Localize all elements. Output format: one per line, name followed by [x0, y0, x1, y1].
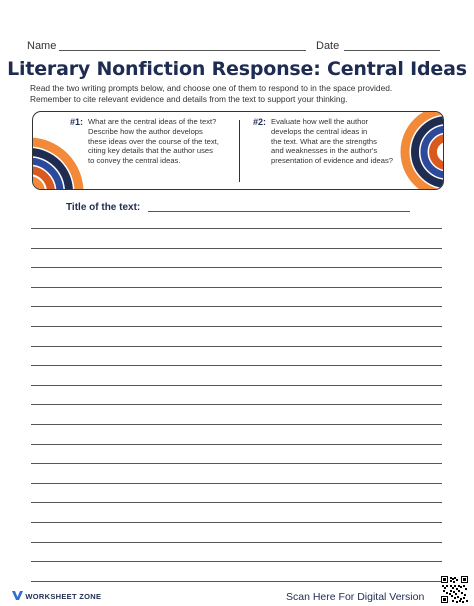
- answer-line[interactable]: [31, 228, 442, 229]
- answer-line[interactable]: [31, 522, 442, 523]
- answer-line[interactable]: [31, 346, 442, 347]
- prompt-2-number: #2:: [253, 117, 267, 127]
- answer-line[interactable]: [31, 365, 442, 366]
- instructions: [30, 83, 450, 104]
- instructions-line-2: Remember to cite relevant evidence and details from the text to support your thinking.: [30, 93, 348, 104]
- left-arc-decoration: [33, 112, 93, 189]
- answer-line[interactable]: [31, 483, 442, 484]
- qr-code-icon[interactable]: [441, 576, 468, 603]
- worksheet-zone-logo-icon: [12, 591, 23, 600]
- prompt-1-line: citing key details that the author uses: [88, 146, 213, 156]
- answer-line[interactable]: [31, 502, 442, 503]
- answer-line[interactable]: [31, 463, 442, 464]
- answer-line[interactable]: [31, 248, 442, 249]
- title-of-text-label: Title of the text:: [66, 202, 141, 213]
- prompt-1-text: [88, 117, 238, 166]
- name-field-line[interactable]: [59, 50, 306, 51]
- prompt-2-line: the text. What are the strengths: [271, 136, 377, 146]
- prompt-2-line: develops the central ideas in: [271, 126, 368, 136]
- prompt-box: [32, 111, 444, 190]
- answer-line[interactable]: [31, 444, 442, 445]
- footer-brand-text: WORKSHEET ZONE: [25, 592, 102, 601]
- prompt-1-line: What are the central ideas of the text?: [88, 117, 217, 126]
- page-title: Literary Nonfiction Response: Central Ideas: [7, 58, 467, 80]
- instructions-line-1: Read the two writing prompts below, and choose one of them to respond to in the space provided.: [30, 83, 393, 93]
- name-label: Name: [27, 40, 57, 52]
- answer-line[interactable]: [31, 267, 442, 268]
- prompt-2-line: presentation of evidence and ideas?: [271, 156, 394, 166]
- prompt-1-line: these ideas over the course of the text,: [88, 136, 219, 146]
- title-of-text-line[interactable]: [148, 211, 410, 212]
- answer-line[interactable]: [31, 404, 442, 405]
- answer-line[interactable]: [31, 542, 442, 543]
- answer-line[interactable]: [31, 385, 442, 386]
- answer-line[interactable]: [31, 287, 442, 288]
- prompt-2-line: Evaluate how well the author: [271, 117, 369, 126]
- answer-line[interactable]: [31, 326, 442, 327]
- answer-line[interactable]: [31, 424, 442, 425]
- footer-brand: [12, 591, 101, 601]
- prompt-1-number: #1:: [70, 117, 84, 127]
- prompt-1-line: Describe how the author develops: [88, 126, 203, 136]
- prompt-divider: [239, 120, 240, 182]
- answer-line[interactable]: [31, 581, 442, 582]
- date-label: Date: [316, 40, 340, 52]
- prompt-2-text: [271, 117, 411, 166]
- prompt-2-line: and weaknesses in the author's: [271, 146, 378, 156]
- date-field-line[interactable]: [344, 50, 440, 51]
- answer-line[interactable]: [31, 306, 442, 307]
- prompt-1-line: to convey the central ideas.: [88, 156, 181, 166]
- answer-line[interactable]: [31, 561, 442, 562]
- footer-scan-text: Scan Here For Digital Version: [286, 591, 425, 603]
